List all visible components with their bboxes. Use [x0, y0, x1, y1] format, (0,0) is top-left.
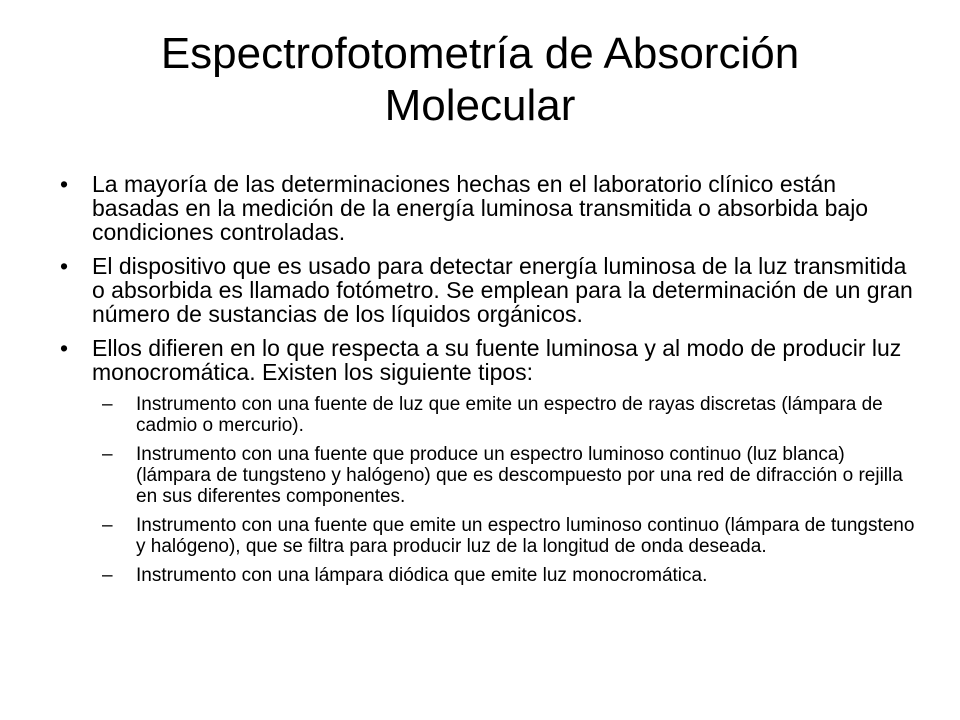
sub-text: Instrumento con una lámpara diódica que emite luz monocromática. [136, 565, 708, 586]
bullet-text: La mayoría de las determinaciones hechas en el laboratorio clínico están basadas en la medición de la energía luminosa transmitida o absorbida bajo condiciones controladas. [92, 171, 869, 245]
sub-text: Instrumento con una fuente que produce un espectro luminoso continuo (luz blanca) (lámpara de tungsteno y halógeno) que es descompuesto por una red de difracción o rejilla en sus diferentes componentes. [136, 444, 903, 507]
sub-item [58, 394, 918, 436]
slide-content [58, 172, 918, 594]
slide-title: Espectrofotometría de Absorción Molecular [160, 29, 800, 130]
bullet-item [58, 336, 918, 384]
bullet-marker: • [60, 253, 69, 279]
bullet-item [58, 172, 918, 244]
sub-text: Instrumento con una fuente que emite un espectro luminoso continuo (lámpara de tungsteno y halógeno), que se filtra para producir luz de la longitud de onda deseada. [136, 515, 915, 557]
sub-marker: – [102, 444, 113, 465]
bullet-marker: • [60, 335, 69, 361]
bullet-item [58, 254, 918, 326]
bullet-marker: • [60, 171, 69, 197]
sub-text: Instrumento con una fuente de luz que emite un espectro de rayas discretas (lámpara de cadmio o mercurio). [136, 394, 883, 436]
sub-marker: – [102, 515, 113, 536]
sub-marker: – [102, 565, 113, 586]
sub-marker: – [102, 394, 113, 415]
sub-item [58, 565, 918, 586]
sub-item [58, 515, 918, 557]
sub-item [58, 444, 918, 507]
bullet-text: El dispositivo que es usado para detectar energía luminosa de la luz transmitida o absorbida es llamado fotómetro. Se emplean para la determinación de un gran número de sustancias de los líquidos orgánicos. [92, 253, 913, 327]
bullet-text: Ellos difieren en lo que respecta a su fuente luminosa y al modo de producir luz monocromática. Existen los siguiente tipos: [92, 335, 902, 385]
